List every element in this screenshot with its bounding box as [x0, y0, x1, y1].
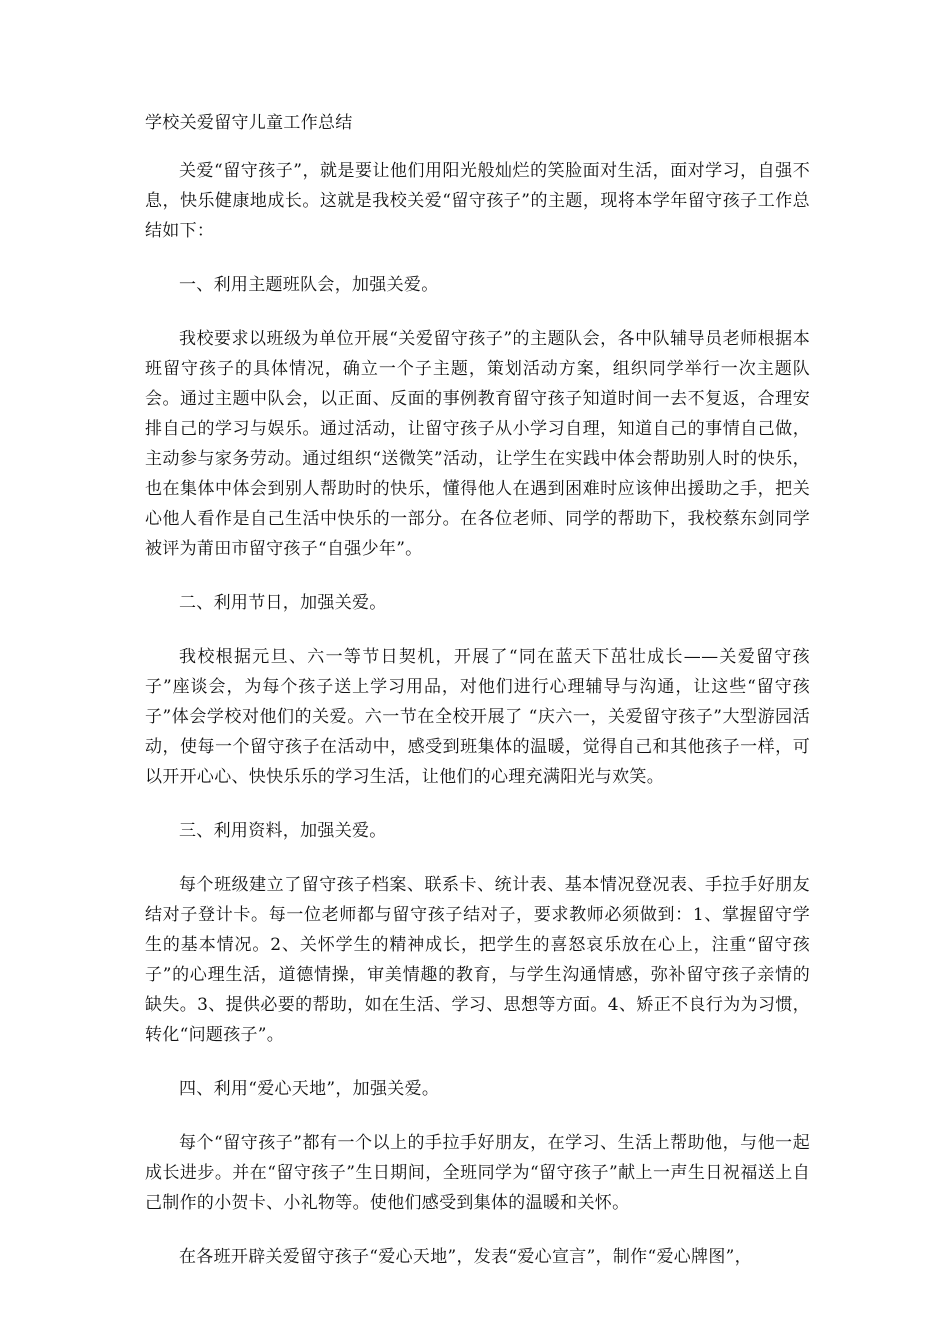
- section-1-body: 我校要求以班级为单位开展“关爱留守孩子”的主题队会，各中队辅导员老师根据本班留守孩子的具体情况，确立一个子主题，策划活动方案，组织同学举行一次主题队会。通过主题中队会，以正面、反面的事例教育留守孩子知道时间一去不复返，合理安排自己的学习与娱乐。通过活动，让留守孩子从小学习自理，知道自己的事情自己做，主动参与家务劳动。通过组织“送微笑”活动，让学生在实践中体会帮助别人时的快乐，也在集体中体会到别人帮助时的快乐，懂得他人在遇到困难时应该伸出援助之手，把关心他人看作是自己生活中快乐的一部分。在各位老师、同学的帮助下，我校蔡东剑同学被评为莆田市留守孩子“自强少年”。: [145, 329, 810, 559]
- document-page: [145, 108, 810, 1296]
- section-3-heading: 三、利用资料，加强关爱。: [179, 821, 387, 841]
- section-3-body: 每个班级建立了留守孩子档案、联系卡、统计表、基本情况登况表、手拉手好朋友结对子登计卡。每一位老师都与留守孩子结对子，要求教师必须做到：1、掌握留守学生的基本情况。2、关怀学生的精神成长，把学生的喜怒哀乐放在心上，注重“留守孩子”的心理生活，道德情操，审美情趣的教育，与学生沟通情感，弥补留守孩子亲情的缺失。3、提供必要的帮助，如在生活、学习、思想等方面。4、矫正不良行为为习惯，转化“问题孩子”。: [145, 875, 810, 1045]
- section-4-heading: 四、利用“爱心天地”，加强关爱。: [179, 1079, 440, 1099]
- document-title: 学校关爱留守儿童工作总结: [145, 113, 353, 133]
- section-2-body: 我校根据元旦、六一等节日契机，开展了“同在蓝天下茁壮成长——关爱留守孩子”座谈会，为每个孩子送上学习用品，对他们进行心理辅导与沟通，让这些“留守孩子”体会学校对他们的关爱。六一节在全校开展了 “庆六一，关爱留守孩子”大型游园活动，使每一个留守孩子在活动中，感受到班集体的温暖，觉得自己和其他孩子一样，可以开开心心、快快乐乐的学习生活，让他们的心理充满阳光与欢笑。: [145, 647, 810, 787]
- section-4-body: 每个“留守孩子”都有一个以上的手拉手好朋友，在学习、生活上帮助他，与他一起成长进步。并在“留守孩子”生日期间，全班同学为“留守孩子”献上一声生日祝福送上自己制作的小贺卡、小礼物等。使他们感受到集体的温暖和关怀。: [145, 1133, 810, 1213]
- intro-paragraph: 关爱“留守孩子”，就是要让他们用阳光般灿烂的笑脸面对生活，面对学习，自强不息，快乐健康地成长。这就是我校关爱“留守孩子”的主题，现将本学年留守孩子工作总结如下：: [145, 161, 810, 241]
- section-2-heading: 二、利用节日，加强关爱。: [179, 593, 387, 613]
- section-1-heading: 一、利用主题班队会，加强关爱。: [179, 275, 439, 295]
- section-4-body-continued: 在各班开辟关爱留守孩子“爱心天地”，发表“爱心宣言”，制作“爱心牌图”，: [179, 1247, 752, 1267]
